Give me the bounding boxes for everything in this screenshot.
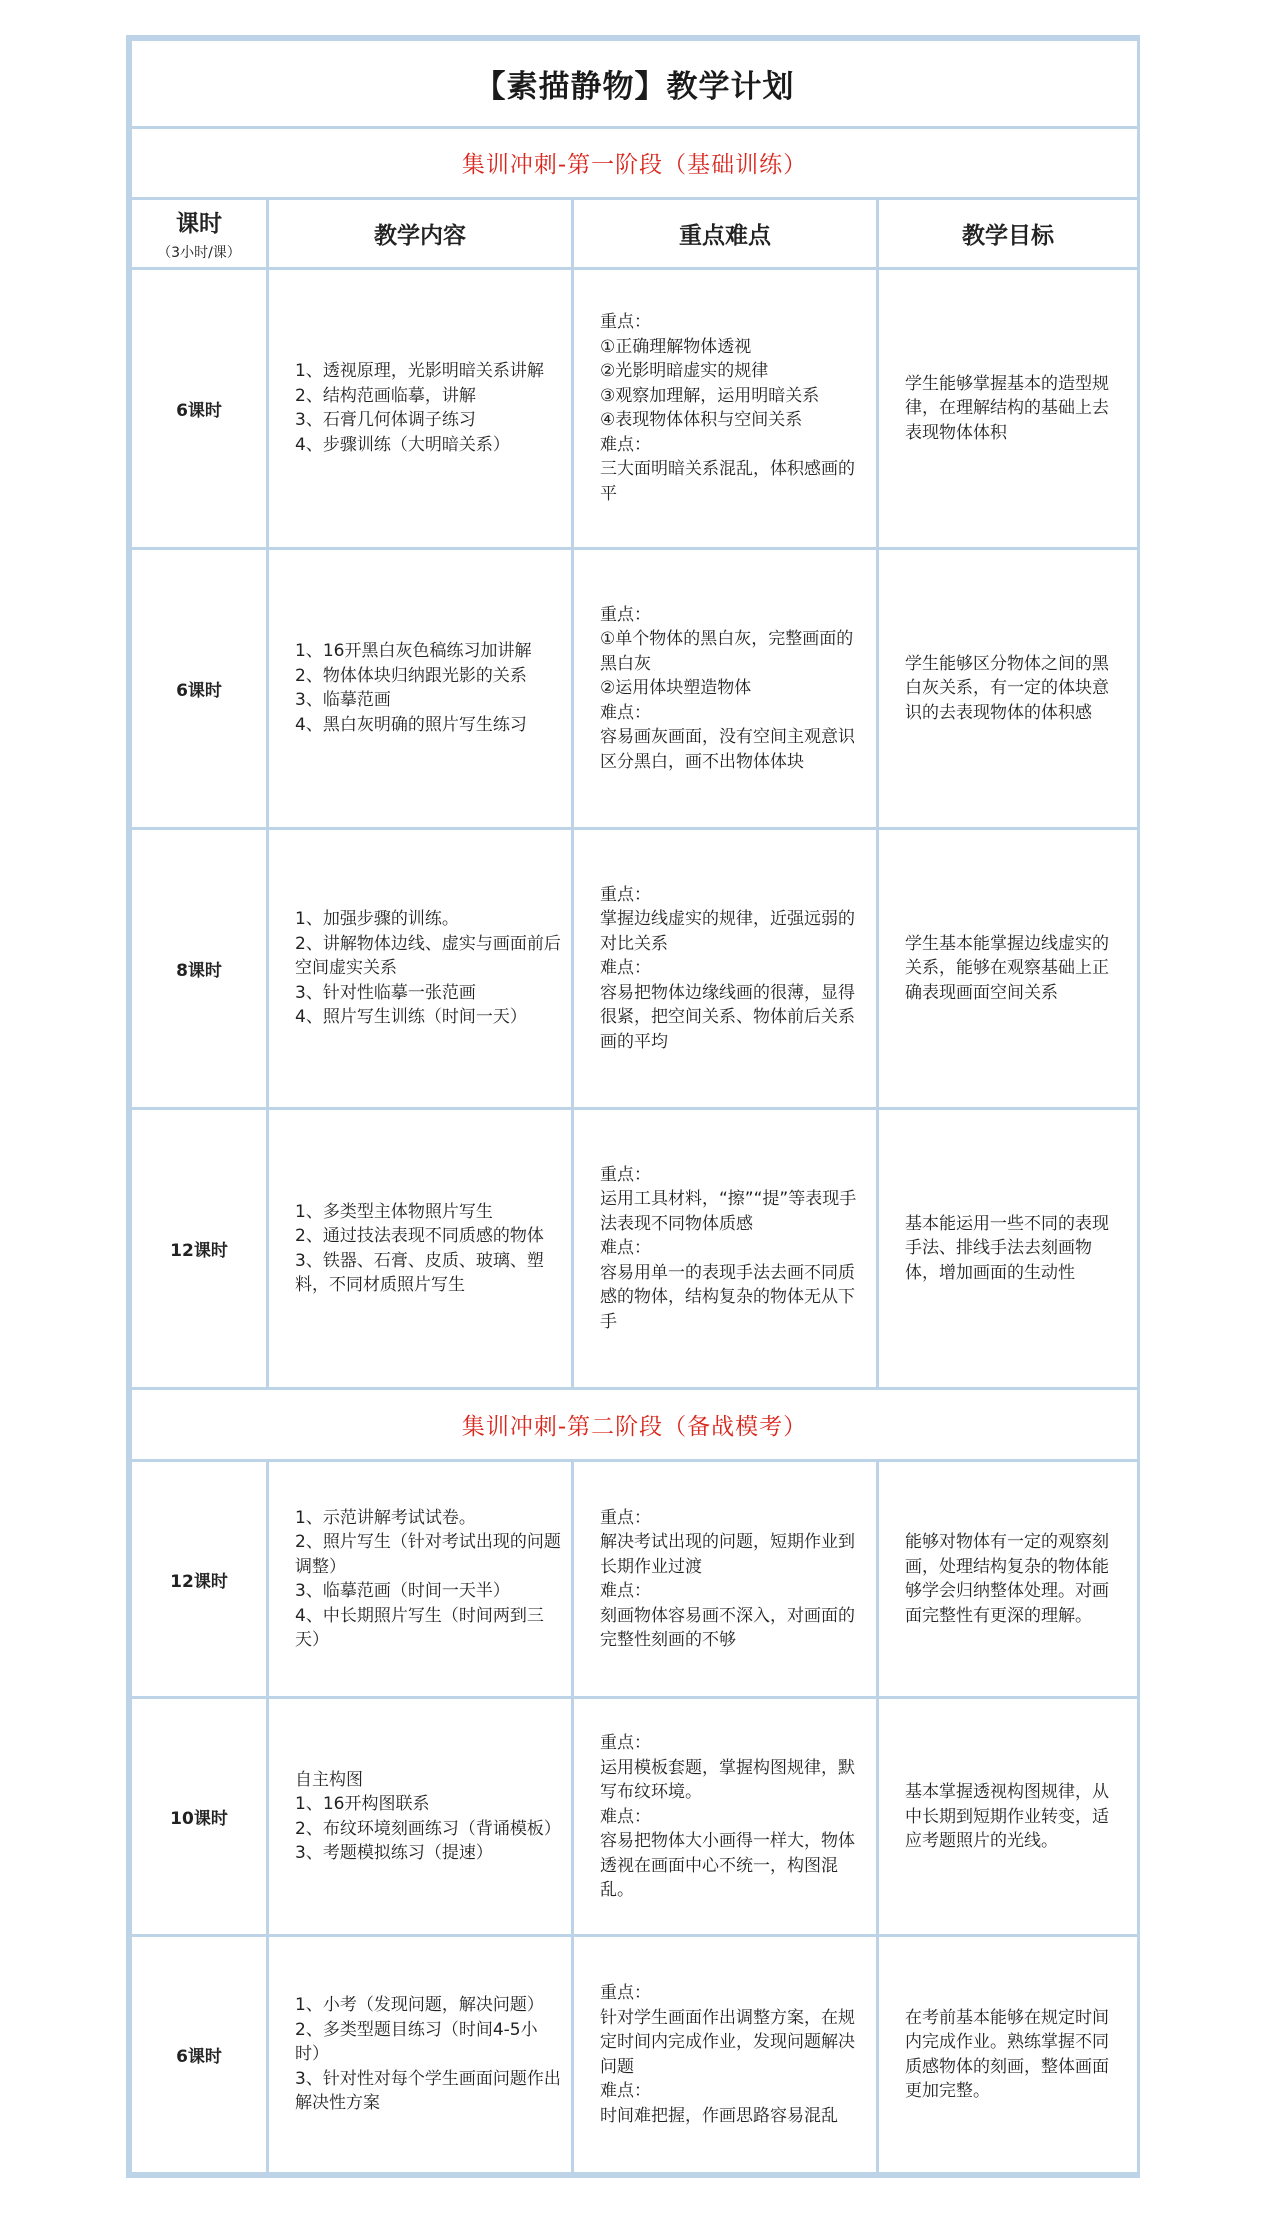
header-hours [131,199,268,269]
stage2-title: 集训冲刺-第二阶段（备战模考） [131,1389,1139,1461]
key-points-cell: 重点： ①单个物体的黑白灰，完整画面的黑白灰 ②运用体块塑造物体 难点： 容易画灰画面，没有空间主观意识区分黑白，画不出物体体块 [573,548,878,828]
content-cell: 1、加强步骤的训练。 2、讲解物体边线、虚实与画面前后空间虚实关系 3、针对性临摹一张范画 4、照片写生训练（时间一天） [268,828,573,1108]
key-points-cell: 重点： 解决考试出现的问题，短期作业到长期作业过渡 难点： 刻画物体容易画不深入，对画面的完整性刻画的不够 [573,1460,878,1698]
table-row [131,548,1139,828]
goal-cell: 学生能够区分物体之间的黑白灰关系，有一定的体块意识的去表现物体的体积感 [878,548,1139,828]
table-row [131,1108,1139,1388]
hours-cell: 12课时 [131,1108,268,1388]
header-content: 教学内容 [268,199,573,269]
hours-cell: 6课时 [131,1936,268,2174]
stage1-title: 集训冲刺-第一阶段（基础训练） [131,127,1139,199]
content-cell: 1、16开黑白灰色稿练习加讲解 2、物体体块归纳跟光影的关系 3、临摹范画 4、黑白灰明确的照片写生练习 [268,548,573,828]
teaching-plan-table [129,38,1140,2175]
page-title: 【素描静物】教学计划 [131,40,1139,128]
goal-cell: 基本能运用一些不同的表现手法、排线手法去刻画物体，增加画面的生动性 [878,1108,1139,1388]
table-row [131,828,1139,1108]
key-points-cell: 重点： 针对学生画面作出调整方案，在规定时间内完成作业，发现问题解决问题 难点： 时间难把握，作画思路容易混乱 [573,1936,878,2174]
goal-cell: 学生能够掌握基本的造型规律，在理解结构的基础上去表现物体体积 [878,268,1139,548]
key-points-cell: 重点： 运用模板套题，掌握构图规律，默写布纹环境。 难点： 容易把物体大小画得一样大，物体透视在画面中心不统一，构图混乱。 [573,1698,878,1936]
header-hours-sub: （3小时/课） [157,244,241,261]
header-row [131,199,1139,269]
content-cell: 1、小考（发现问题，解决问题） 2、多类型题目练习（时间4-5小时） 3、针对性对每个学生画面问题作出解决性方案 [268,1936,573,2174]
header-key-points: 重点难点 [573,199,878,269]
content-cell: 自主构图 1、16开构图联系 2、布纹环境刻画练习（背诵模板） 3、考题模拟练习（提速） [268,1698,573,1936]
goal-cell: 在考前基本能够在规定时间内完成作业。熟练掌握不同质感物体的刻画，整体画面更加完整。 [878,1936,1139,2174]
hours-cell: 8课时 [131,828,268,1108]
content-cell: 1、透视原理，光影明暗关系讲解 2、结构范画临摹，讲解 3、石膏几何体调子练习 4、步骤训练（大明暗关系） [268,268,573,548]
hours-cell: 12课时 [131,1460,268,1698]
goal-cell: 学生基本能掌握边线虚实的关系，能够在观察基础上正确表现画面空间关系 [878,828,1139,1108]
content-cell: 1、示范讲解考试试卷。 2、照片写生（针对考试出现的问题调整） 3、临摹范画（时间一天半） 4、中长期照片写生（时间两到三天） [268,1460,573,1698]
key-points-cell: 重点： ①正确理解物体透视 ②光影明暗虚实的规律 ③观察加理解，运用明暗关系 ④表现物体体积与空间关系 难点： 三大面明暗关系混乱，体积感画的平 [573,268,878,548]
stage1-row [131,127,1139,199]
header-goal: 教学目标 [878,199,1139,269]
title-row [131,40,1139,128]
table-row [131,1936,1139,2174]
header-hours-label: 课时 [176,210,222,237]
goal-cell: 基本掌握透视构图规律，从中长期到短期作业转变，适应考题照片的光线。 [878,1698,1139,1936]
table-row [131,268,1139,548]
hours-cell: 6课时 [131,548,268,828]
teaching-plan-sheet [126,35,1140,2178]
stage2-row [131,1389,1139,1461]
table-row [131,1460,1139,1698]
goal-cell: 能够对物体有一定的观察刻画，处理结构复杂的物体能够学会归纳整体处理。对画面完整性有更深的理解。 [878,1460,1139,1698]
table-row [131,1698,1139,1936]
hours-cell: 6课时 [131,268,268,548]
content-cell: 1、多类型主体物照片写生 2、通过技法表现不同质感的物体 3、铁器、石膏、皮质、玻璃、塑料，不同材质照片写生 [268,1108,573,1388]
key-points-cell: 重点： 掌握边线虚实的规律，近强远弱的对比关系 难点： 容易把物体边缘线画的很薄，显得很紧，把空间关系、物体前后关系画的平均 [573,828,878,1108]
key-points-cell: 重点： 运用工具材料，“擦”“提”等表现手法表现不同物体质感 难点： 容易用单一的表现手法去画不同质感的物体，结构复杂的物体无从下手 [573,1108,878,1388]
hours-cell: 10课时 [131,1698,268,1936]
